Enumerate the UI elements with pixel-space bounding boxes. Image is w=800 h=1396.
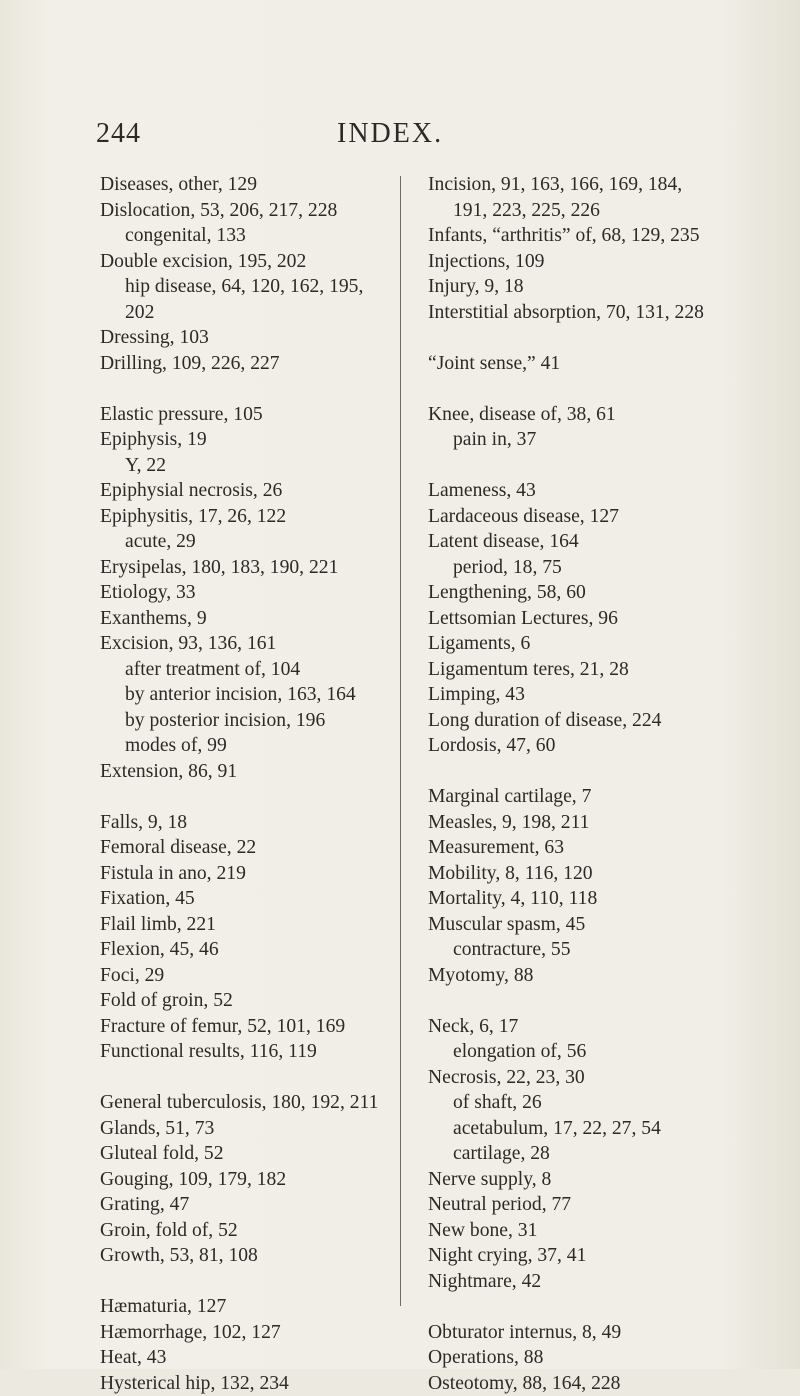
index-entry: Exanthems, 9: [100, 606, 400, 632]
index-entry: Dressing, 103: [100, 325, 400, 351]
index-entry: Heat, 43: [100, 1345, 400, 1371]
index-entry: Limping, 43: [428, 682, 768, 708]
index-entry: Muscular spasm, 45: [428, 912, 768, 938]
index-subentry: Y, 22: [100, 453, 400, 479]
index-entry: Epiphysitis, 17, 26, 122: [100, 504, 400, 530]
index-subentry: acetabulum, 17, 22, 27, 54: [428, 1116, 768, 1142]
index-entry: Groin, fold of, 52: [100, 1218, 400, 1244]
index-entry: New bone, 31: [428, 1218, 768, 1244]
index-entry: Gluteal fold, 52: [100, 1141, 400, 1167]
entry-gap: [428, 453, 768, 479]
index-entry: Obturator internus, 8, 49: [428, 1320, 768, 1346]
entry-gap: [428, 988, 768, 1014]
entry-gap: [428, 325, 768, 351]
index-entry: Knee, disease of, 38, 61: [428, 402, 768, 428]
index-entry: Growth, 53, 81, 108: [100, 1243, 400, 1269]
index-entry: Extension, 86, 91: [100, 759, 400, 785]
index-entry: Interstitial absorption, 70, 131, 228: [428, 300, 768, 326]
index-subentry: elongation of, 56: [428, 1039, 768, 1065]
index-entry: Drilling, 109, 226, 227: [100, 351, 400, 377]
index-entry: Hysterical hip, 132, 234: [100, 1371, 400, 1396]
index-entry: Grating, 47: [100, 1192, 400, 1218]
index-subentry: after treatment of, 104: [100, 657, 400, 683]
index-subentry: 202: [100, 300, 400, 326]
index-entry: Neutral period, 77: [428, 1192, 768, 1218]
index-entry: Fistula in ano, 219: [100, 861, 400, 887]
index-entry: Double excision, 195, 202: [100, 249, 400, 275]
index-entry: Dislocation, 53, 206, 217, 228: [100, 198, 400, 224]
index-entry: Etiology, 33: [100, 580, 400, 606]
index-entry: Nightmare, 42: [428, 1269, 768, 1295]
index-entry: Mortality, 4, 110, 118: [428, 886, 768, 912]
index-entry: Ligaments, 6: [428, 631, 768, 657]
index-entry: Glands, 51, 73: [100, 1116, 400, 1142]
index-entry: Ligamentum teres, 21, 28: [428, 657, 768, 683]
index-subentry: period, 18, 75: [428, 555, 768, 581]
index-subentry: hip disease, 64, 120, 162, 195,: [100, 274, 400, 300]
index-entry: Fixation, 45: [100, 886, 400, 912]
index-subentry: by anterior incision, 163, 164: [100, 682, 400, 708]
index-entry: Nerve supply, 8: [428, 1167, 768, 1193]
index-entry: Necrosis, 22, 23, 30: [428, 1065, 768, 1091]
index-entry: Long duration of disease, 224: [428, 708, 768, 734]
entry-gap: [428, 759, 768, 785]
index-entry: Osteotomy, 88, 164, 228: [428, 1371, 768, 1396]
index-entry: Lettsomian Lectures, 96: [428, 606, 768, 632]
index-entry: Gouging, 109, 179, 182: [100, 1167, 400, 1193]
entry-gap: [100, 784, 400, 810]
index-entry: Lameness, 43: [428, 478, 768, 504]
entry-gap: [428, 1294, 768, 1320]
index-subentry: cartilage, 28: [428, 1141, 768, 1167]
index-entry: Measurement, 63: [428, 835, 768, 861]
index-entry: Mobility, 8, 116, 120: [428, 861, 768, 887]
entry-gap: [100, 376, 400, 402]
column-divider: [400, 176, 401, 1306]
index-entry: Injections, 109: [428, 249, 768, 275]
entry-gap: [100, 1269, 400, 1295]
index-entry: Marginal cartilage, 7: [428, 784, 768, 810]
index-entry: Foci, 29: [100, 963, 400, 989]
index-column-left: [100, 172, 400, 1396]
page-number: 244: [96, 118, 141, 150]
index-entry: Latent disease, 164: [428, 529, 768, 555]
index-entry: Femoral disease, 22: [100, 835, 400, 861]
index-entry: Neck, 6, 17: [428, 1014, 768, 1040]
page-header: [0, 118, 800, 152]
index-entry: Night crying, 37, 41: [428, 1243, 768, 1269]
entry-gap: [428, 376, 768, 402]
index-entry: Epiphysial necrosis, 26: [100, 478, 400, 504]
entry-gap: [100, 1065, 400, 1091]
index-entry: Excision, 93, 136, 161: [100, 631, 400, 657]
index-entry: Elastic pressure, 105: [100, 402, 400, 428]
index-subentry: congenital, 133: [100, 223, 400, 249]
index-entry: Operations, 88: [428, 1345, 768, 1371]
index-entry: Lengthening, 58, 60: [428, 580, 768, 606]
index-entry: Lordosis, 47, 60: [428, 733, 768, 759]
index-subentry: pain in, 37: [428, 427, 768, 453]
index-subentry: 191, 223, 225, 226: [428, 198, 768, 224]
index-entry: Measles, 9, 198, 211: [428, 810, 768, 836]
index-entry: Functional results, 116, 119: [100, 1039, 400, 1065]
index-subentry: modes of, 99: [100, 733, 400, 759]
index-subentry: contracture, 55: [428, 937, 768, 963]
index-entry: Injury, 9, 18: [428, 274, 768, 300]
index-entry: Fracture of femur, 52, 101, 169: [100, 1014, 400, 1040]
index-entry: Hæmaturia, 127: [100, 1294, 400, 1320]
index-entry: Flail limb, 221: [100, 912, 400, 938]
index-entry: Falls, 9, 18: [100, 810, 400, 836]
running-head: INDEX.: [337, 118, 443, 150]
index-column-right: [428, 172, 768, 1396]
index-entry: General tuberculosis, 180, 192, 211: [100, 1090, 400, 1116]
index-subentry: acute, 29: [100, 529, 400, 555]
index-entry: Epiphysis, 19: [100, 427, 400, 453]
index-entry: Diseases, other, 129: [100, 172, 400, 198]
index-entry: Lardaceous disease, 127: [428, 504, 768, 530]
index-subentry: of shaft, 26: [428, 1090, 768, 1116]
index-entry: Erysipelas, 180, 183, 190, 221: [100, 555, 400, 581]
index-entry: Infants, “arthritis” of, 68, 129, 235: [428, 223, 768, 249]
index-entry: Incision, 91, 163, 166, 169, 184,: [428, 172, 768, 198]
index-subentry: by posterior incision, 196: [100, 708, 400, 734]
index-entry: “Joint sense,” 41: [428, 351, 768, 377]
index-entry: Myotomy, 88: [428, 963, 768, 989]
index-entry: Hæmorrhage, 102, 127: [100, 1320, 400, 1346]
index-entry: Flexion, 45, 46: [100, 937, 400, 963]
index-entry: Fold of groin, 52: [100, 988, 400, 1014]
